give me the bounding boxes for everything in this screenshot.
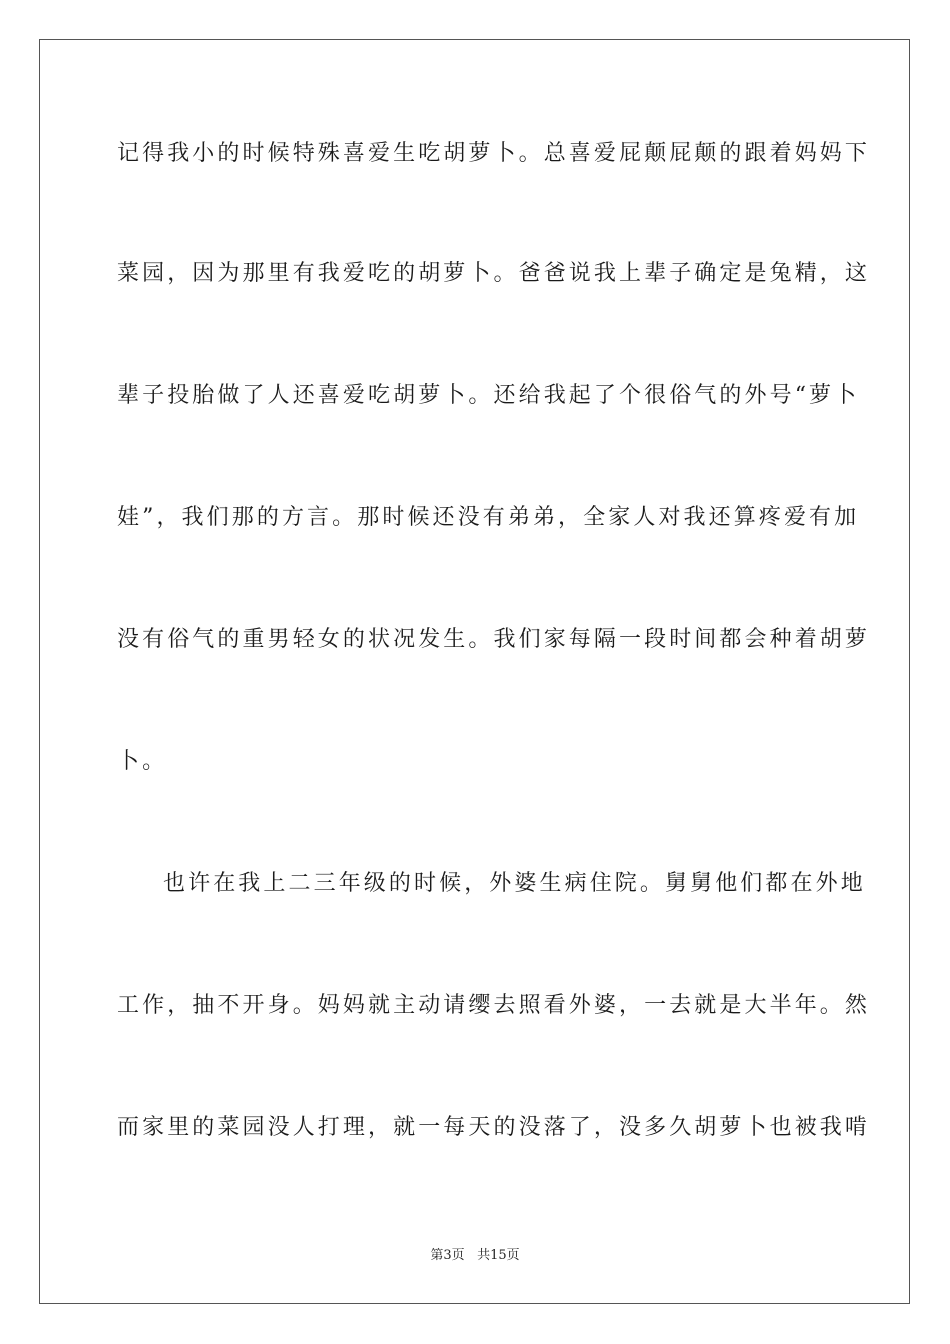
text-line: 辈子投胎做了人还喜爱吃胡萝卜。还给我起了个很俗气的外号“萝卜 (117, 383, 860, 408)
text-line: 记得我小的时候特殊喜爱生吃胡萝卜。总喜爱屁颠屁颠的跟着妈妈下 (117, 141, 871, 166)
text-line: 菜园，因为那里有我爱吃的胡萝卜。爸爸说我上辈子确定是兔精，这 (117, 261, 871, 286)
text-line: 卜。 (117, 749, 168, 774)
text-line: 工作，抽不开身。妈妈就主动请缨去照看外婆，一去就是大半年。然 (117, 993, 871, 1018)
text-line-indented: 也许在我上二三年级的时候，外婆生病住院。舅舅他们都在外地 (163, 871, 866, 896)
page-number: 第3页 (430, 1248, 465, 1263)
page-total: 共15页 (477, 1248, 520, 1263)
text-line: 没有俗气的重男轻女的状况发生。我们家每隔一段时间都会种着胡萝 (117, 627, 871, 652)
page-footer (0, 1247, 950, 1265)
text-line: 而家里的菜园没人打理，就一每天的没落了，没多久胡萝卜也被我啃 (117, 1115, 871, 1140)
text-line: 娃”，我们那的方言。那时候还没有弟弟，全家人对我还算疼爱有加 (117, 505, 860, 530)
